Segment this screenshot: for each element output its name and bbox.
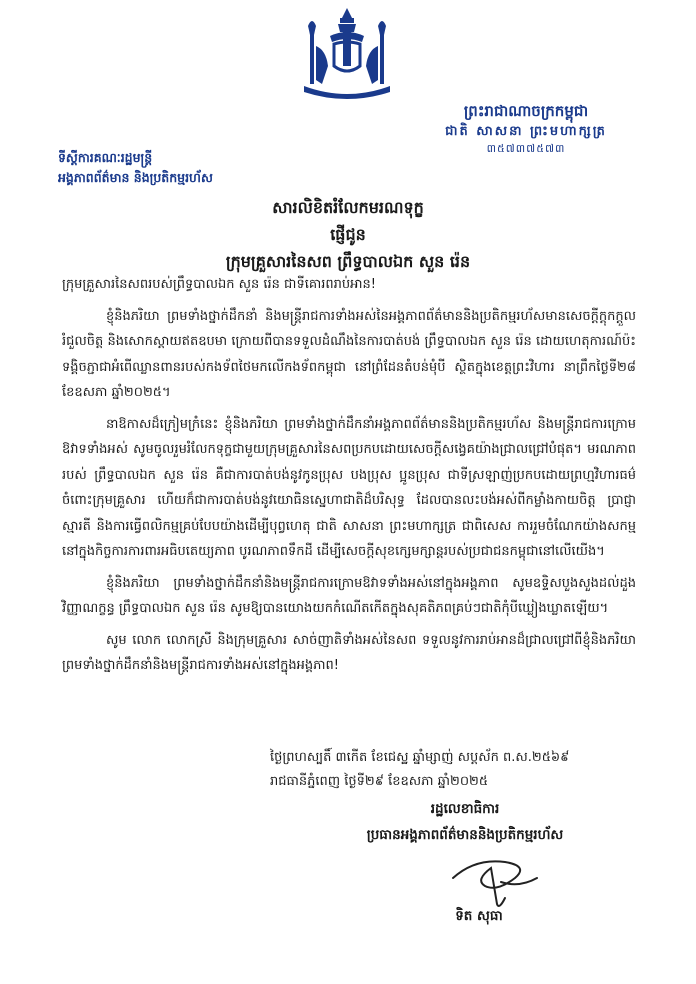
heading-recipient: ក្រុមគ្រួសារនៃសព ព្រឹទ្ធបាលឯក សួន រ៉េន	[225, 252, 471, 271]
body-paragraph-2: នាឱកាសដ៏ក្រៀមក្រំនេះ ខ្ញុំនិងភរិយា ព្រមទាំងថ្នាក់ដឹកនាំអង្គភាពព័ត៌មាននិងប្រតិកម្មរហ័ស និងមន្ត្រីរាជការក្រោមឱវាទទាំងអស់ សូមចូលរួមរំលែកទុក្ខជាមួយក្រុមគ្រួសារនៃសពប្រកបដោយសេចក្តីសង្វេគយ៉ាងជ្រាលជ្រៅបំផុត។ មរណភាពរបស់ ព្រឹទ្ធបាលឯក សួន រ៉េន គឺជាការបាត់បង់នូវកូនប្រុស បងប្រុស ប្អូនប្រុស ជាទីស្រឡាញ់ប្រកបដោយព្រហ្មវិហារធម៌ចំពោះក្រុមគ្រួសារ ហើយក៏ជាការបាត់បង់នូវយោធិនស្នេហាជាតិដ៏បរិសុទ្ធ ដែលបានលះបង់អស់ពីកម្លាំងកាយចិត្ត ប្រាជ្ញា ស្មារតី និងការធ្វើពលិកម្មគ្រប់បែបយ៉ាងដើម្បីបុព្វហេតុ ជាតិ សាសនា ព្រះមហាក្សត្រ ជាពិសេស ការរួមចំណែកយ៉ាងសកម្មនៅក្នុងកិច្ចការការពារអធិបតេយ្យភាព បូរណភាពទឹកដី ដើម្បីសេចក្តីសុខក្សេមក្សាន្តរបស់ប្រជាជនកម្ពុជានៅលើយើង។	[62, 416, 636, 559]
signatory-title-2: ប្រធានអង្គភាពព័ត៌មាននិងប្រតិកម្មរហ័ស	[366, 827, 564, 843]
office-line-1: ទីស្តីការគណៈរដ្ឋមន្ត្រី	[58, 150, 153, 165]
date-block	[270, 746, 650, 794]
body-paragraph-4: សូម លោក លោកស្រី និងក្រុមគ្រួសារ សាច់ញាតិទាំងអស់នៃសព ទទួលនូវការរាប់អានដ៏ជ្រាលជ្រៅពីខ្ញុំនិងភរិយាព្រមទាំងថ្នាក់ដឹកនាំនិងមន្ត្រីរាជការទាំងអស់នៅក្នុងអង្គភាព!	[62, 632, 636, 673]
heading-title: សារលិខិតរំលែកមរណទុក្ខ	[272, 198, 424, 217]
issuing-office	[58, 148, 213, 188]
header-ornament: ៣៥៧៣៧៥៧៣	[486, 142, 566, 155]
body-paragraph-1: ខ្ញុំនិងភរិយា ព្រមទាំងថ្នាក់ដឹកនាំ និងមន្ត្រីរាជការទាំងអស់នៃអង្គភាពព័ត៌មាននិងប្រតិកម្មរហ័សមានសេចក្តីក្តុកក្តួលរំជួលចិត្ត និងសោកស្តាយឥតឧបមា ក្រោយពីបានទទួលដំណឹងនៃការបាត់បង់ ព្រឹទ្ធបាលឯក សួន រ៉េន ដោយហេតុការណ៍ប៉ះទង្គិចភ្ជាជាអំពើឈ្លានពានរបស់កងទ័ពថៃមកលើកងទ័ពកម្ពុជា នៅព្រំដែនតំបន់មុំបី ស្ថិតក្នុងខេត្តព្រះវិហារ នាព្រឹកថ្ងៃទី២៨ ខែឧសភា ឆ្នាំ២០២៥។	[62, 308, 636, 400]
salutation: ក្រុមគ្រួសារនៃសពរបស់ព្រឹទ្ធបាលឯក សួន រ៉េន ជាទីគោរពរាប់អាន!	[62, 277, 376, 292]
letter-heading	[0, 194, 696, 275]
solar-date: រាជធានីភ្នំពេញ ថ្ងៃទី២៩ ខែឧសភា ឆ្នាំ២០២៥	[270, 774, 489, 789]
signatory-title-1: រដ្ឋលេខាធិការ	[430, 801, 500, 817]
national-motto: ជាតិ សាសនា ព្រះមហាក្សត្រ	[445, 124, 607, 139]
body-paragraph-3: ខ្ញុំនិងភរិយា ព្រមទាំងថ្នាក់ដឹកនាំនិងមន្ត្រីរាជការក្រោមឱវាទទាំងអស់នៅក្នុងអង្គភាព សូមឧទ្ទិសបួងសួងដល់ដួងវិញ្ញាណក្ខន្ធ ព្រឹទ្ធបាលឯក សួន រ៉េន សូមឱ្យបានយោងយកកំណើតកើតក្នុងសុគតិភពគ្រប់ៗជាតិកុំបីឃ្លៀងឃ្លាតឡើយ។	[62, 575, 636, 616]
signatory-titles	[300, 796, 630, 848]
royal-coat-of-arms-icon	[290, 6, 404, 100]
lunar-date: ថ្ងៃព្រហស្បតិ៍ ៣កើត ខែជេស្ឋ ឆ្នាំម្សាញ់ សប្តស័ក ព.ស.២៥៦៩	[270, 750, 570, 765]
heading-sent-to: ផ្ញើជូន	[330, 225, 366, 244]
signatory-name: ទិត សុធា	[455, 908, 503, 924]
office-line-2: អង្គភាពព័ត៌មាន និងប្រតិកម្មរហ័ស	[58, 170, 213, 185]
kingdom-header	[426, 100, 626, 156]
letter-body	[62, 272, 636, 685]
kingdom-name: ព្រះរាជាណាចក្រកម្ពុជា	[463, 102, 589, 120]
